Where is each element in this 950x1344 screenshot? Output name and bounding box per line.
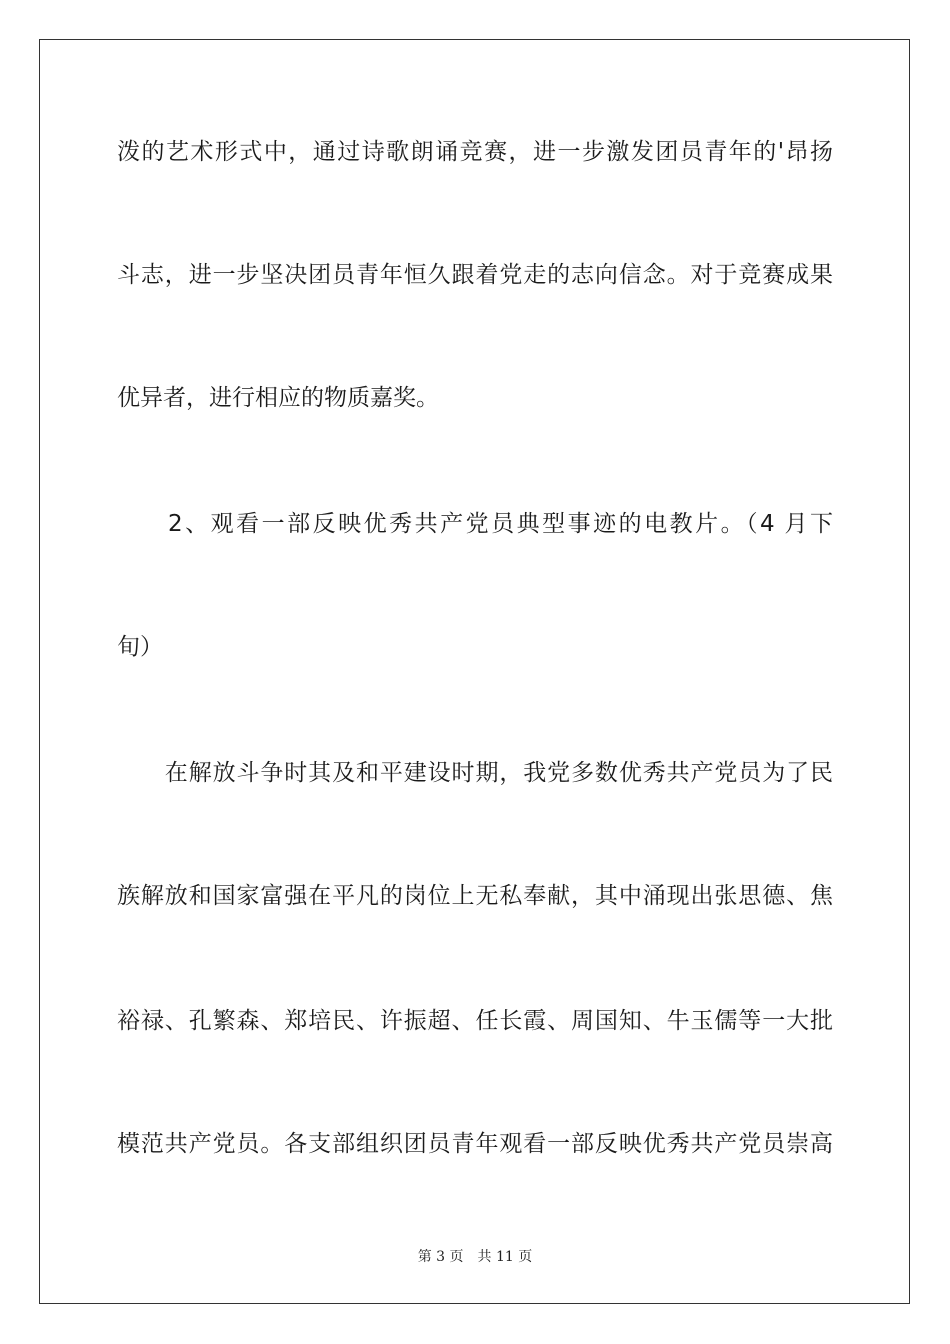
body-line-6: 在解放斗争时其及和平建设时期，我党多数优秀共产党员为了民 bbox=[117, 760, 833, 786]
body-line-9: 模范共产党员。各支部组织团员青年观看一部反映优秀共产党员崇高 bbox=[117, 1131, 833, 1157]
page-number: 第 3 页 bbox=[417, 1249, 464, 1265]
body-line-4: 2、观看一部反映优秀共产党员典型事迹的电教片。（4 月下 bbox=[117, 511, 833, 537]
body-line-7: 族解放和国家富强在平凡的岗位上无私奉献，其中涌现出张思德、焦 bbox=[117, 883, 833, 909]
body-line-8: 裕禄、孔繁森、郑培民、许振超、任长霞、周国知、牛玉儒等一大批 bbox=[117, 1008, 833, 1034]
body-line-5: 旬） bbox=[117, 634, 163, 660]
page-border bbox=[39, 39, 910, 1304]
body-line-1: 泼的艺术形式中，通过诗歌朗诵竞赛，进一步激发团员青年的'昂扬 bbox=[117, 139, 833, 165]
page-total: 共 11 页 bbox=[477, 1249, 533, 1265]
page-footer bbox=[0, 1246, 950, 1266]
body-line-3: 优异者，进行相应的物质嘉奖。 bbox=[117, 385, 439, 411]
body-line-2: 斗志，进一步坚决团员青年恒久跟着党走的志向信念。对于竞赛成果 bbox=[117, 262, 833, 288]
